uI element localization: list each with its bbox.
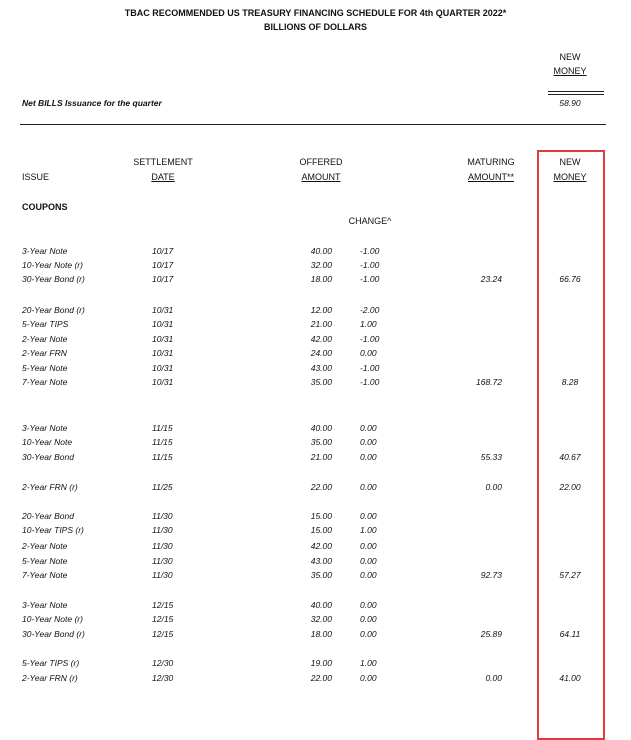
row-settlement-date: 11/25 xyxy=(152,482,173,492)
row-new-money: 41.00 xyxy=(559,673,581,683)
row-offered-amount: 42.00 xyxy=(310,541,332,551)
col-offered-header-1: OFFERED xyxy=(299,157,343,167)
row-settlement-date: 12/15 xyxy=(152,600,174,610)
row-offered-amount: 32.00 xyxy=(310,260,332,270)
row-offered-amount: 18.00 xyxy=(310,274,332,284)
row-issue: 5-Year TIPS (r) xyxy=(22,658,80,668)
row-change: -1.00 xyxy=(360,334,380,344)
row-issue: 2-Year Note xyxy=(22,334,68,344)
row-offered-amount: 43.00 xyxy=(310,556,332,566)
row-settlement-date: 11/15 xyxy=(152,437,173,447)
bills-label: Net BILLS Issuance for the quarter xyxy=(22,98,162,108)
row-issue: 20-Year Bond (r) xyxy=(22,305,85,315)
row-issue: 20-Year Bond xyxy=(22,511,74,521)
row-offered-amount: 32.00 xyxy=(310,614,332,624)
row-issue: 7-Year Note xyxy=(22,377,68,387)
row-offered-amount: 43.00 xyxy=(310,363,332,373)
row-issue: 2-Year FRN (r) xyxy=(22,482,78,492)
row-issue: 10-Year Note xyxy=(22,437,73,447)
row-issue: 3-Year Note xyxy=(22,246,68,256)
double-rule-bottom xyxy=(548,94,604,95)
row-change: 0.00 xyxy=(360,570,377,580)
row-change: 0.00 xyxy=(360,511,377,521)
row-change: -1.00 xyxy=(360,246,380,256)
row-offered-amount: 42.00 xyxy=(310,334,332,344)
row-offered-amount: 35.00 xyxy=(310,570,332,580)
row-offered-amount: 35.00 xyxy=(310,437,332,447)
col-offered-header-2: AMOUNT xyxy=(301,172,341,182)
row-change: 1.00 xyxy=(360,658,377,668)
row-change: 1.00 xyxy=(360,319,377,329)
row-maturing-amount: 23.24 xyxy=(480,274,502,284)
row-settlement-date: 11/30 xyxy=(152,511,173,521)
new-money-highlight-box xyxy=(537,150,605,740)
row-offered-amount: 21.00 xyxy=(310,452,332,462)
row-settlement-date: 11/30 xyxy=(152,570,173,580)
row-settlement-date: 10/31 xyxy=(152,319,174,329)
row-maturing-amount: 0.00 xyxy=(485,673,502,683)
row-issue: 5-Year Note xyxy=(22,363,68,373)
row-issue: 2-Year FRN (r) xyxy=(22,673,78,683)
row-new-money: 22.00 xyxy=(559,482,581,492)
row-settlement-date: 10/31 xyxy=(152,334,174,344)
row-new-money: 8.28 xyxy=(561,377,579,387)
row-change: 0.00 xyxy=(360,673,377,683)
row-change: 0.00 xyxy=(360,629,377,639)
row-issue: 5-Year TIPS xyxy=(22,319,69,329)
row-issue: 3-Year Note xyxy=(22,600,68,610)
row-offered-amount: 40.00 xyxy=(310,600,332,610)
row-offered-amount: 35.00 xyxy=(310,377,332,387)
row-change: 0.00 xyxy=(360,452,377,462)
row-settlement-date: 11/30 xyxy=(152,556,173,566)
row-issue: 7-Year Note xyxy=(22,570,68,580)
row-settlement-date: 10/31 xyxy=(152,363,174,373)
col-maturing-header-2: AMOUNT** xyxy=(467,172,514,182)
row-maturing-amount: 168.72 xyxy=(476,377,502,387)
row-offered-amount: 15.00 xyxy=(310,525,332,535)
row-issue: 10-Year Note (r) xyxy=(22,614,83,624)
row-issue: 30-Year Bond (r) xyxy=(22,274,85,284)
document-subtitle: BILLIONS OF DOLLARS xyxy=(264,22,367,32)
row-change: -2.00 xyxy=(360,305,380,315)
row-change: 0.00 xyxy=(360,482,377,492)
document-title: TBAC RECOMMENDED US TREASURY FINANCING SCHEDULE FOR 4th QUARTER 2022* xyxy=(124,8,507,18)
row-settlement-date: 10/31 xyxy=(152,348,174,358)
row-settlement-date: 11/15 xyxy=(152,423,173,433)
row-change: 0.00 xyxy=(360,556,377,566)
row-new-money: 64.11 xyxy=(559,629,581,639)
row-issue: 3-Year Note xyxy=(22,423,68,433)
row-change: 0.00 xyxy=(360,614,377,624)
col-newmoney-header-1: NEW xyxy=(559,157,581,167)
col-settlement-header-2: DATE xyxy=(151,172,175,182)
row-offered-amount: 40.00 xyxy=(310,423,332,433)
row-change: 0.00 xyxy=(360,423,377,433)
col-settlement-header-1: SETTLEMENT xyxy=(133,157,193,167)
bills-newmoney-header-2: MONEY xyxy=(553,66,587,76)
row-offered-amount: 18.00 xyxy=(310,629,332,639)
row-settlement-date: 12/15 xyxy=(152,614,174,624)
col-issue-header: ISSUE xyxy=(22,172,50,182)
row-offered-amount: 21.00 xyxy=(310,319,332,329)
row-offered-amount: 15.00 xyxy=(310,511,332,521)
row-change: 0.00 xyxy=(360,541,377,551)
row-new-money: 57.27 xyxy=(559,570,581,580)
row-settlement-date: 10/17 xyxy=(152,260,174,270)
double-rule-top xyxy=(548,91,604,92)
row-issue: 2-Year Note xyxy=(22,541,68,551)
row-settlement-date: 12/30 xyxy=(152,673,174,683)
row-issue: 5-Year Note xyxy=(22,556,68,566)
bills-newmoney-header-1: NEW xyxy=(559,52,581,62)
change-header: CHANGE^ xyxy=(348,216,392,226)
row-issue: 30-Year Bond xyxy=(22,452,74,462)
row-offered-amount: 19.00 xyxy=(310,658,332,668)
row-change: 0.00 xyxy=(360,600,377,610)
row-settlement-date: 11/30 xyxy=(152,525,173,535)
row-maturing-amount: 92.73 xyxy=(480,570,502,580)
row-change: -1.00 xyxy=(360,377,380,387)
row-change: 0.00 xyxy=(360,348,377,358)
col-newmoney-header-2: MONEY xyxy=(553,172,587,182)
row-new-money: 40.67 xyxy=(559,452,581,462)
row-settlement-date: 11/15 xyxy=(152,452,173,462)
row-settlement-date: 12/30 xyxy=(152,658,174,668)
row-issue: 2-Year FRN xyxy=(22,348,67,358)
row-settlement-date: 10/31 xyxy=(152,305,174,315)
row-settlement-date: 10/31 xyxy=(152,377,174,387)
row-settlement-date: 12/15 xyxy=(152,629,174,639)
row-settlement-date: 10/17 xyxy=(152,274,174,284)
row-maturing-amount: 0.00 xyxy=(485,482,502,492)
row-change: 0.00 xyxy=(360,437,377,447)
row-settlement-date: 10/17 xyxy=(152,246,174,256)
row-offered-amount: 40.00 xyxy=(310,246,332,256)
row-issue: 10-Year TIPS (r) xyxy=(22,525,84,535)
row-offered-amount: 12.00 xyxy=(310,305,332,315)
row-maturing-amount: 25.89 xyxy=(480,629,502,639)
row-issue: 30-Year Bond (r) xyxy=(22,629,85,639)
section-divider xyxy=(20,124,606,125)
row-settlement-date: 11/30 xyxy=(152,541,173,551)
row-offered-amount: 22.00 xyxy=(310,482,332,492)
row-new-money: 66.76 xyxy=(559,274,581,284)
bills-value: 58.90 xyxy=(559,98,581,108)
col-maturing-header-1: MATURING xyxy=(467,157,515,167)
coupons-section-label: COUPONS xyxy=(22,202,68,212)
row-maturing-amount: 55.33 xyxy=(480,452,502,462)
row-change: -1.00 xyxy=(360,274,380,284)
row-offered-amount: 22.00 xyxy=(310,673,332,683)
row-change: 1.00 xyxy=(360,525,377,535)
row-change: -1.00 xyxy=(360,260,380,270)
row-change: -1.00 xyxy=(360,363,380,373)
row-offered-amount: 24.00 xyxy=(310,348,332,358)
row-issue: 10-Year Note (r) xyxy=(22,260,83,270)
